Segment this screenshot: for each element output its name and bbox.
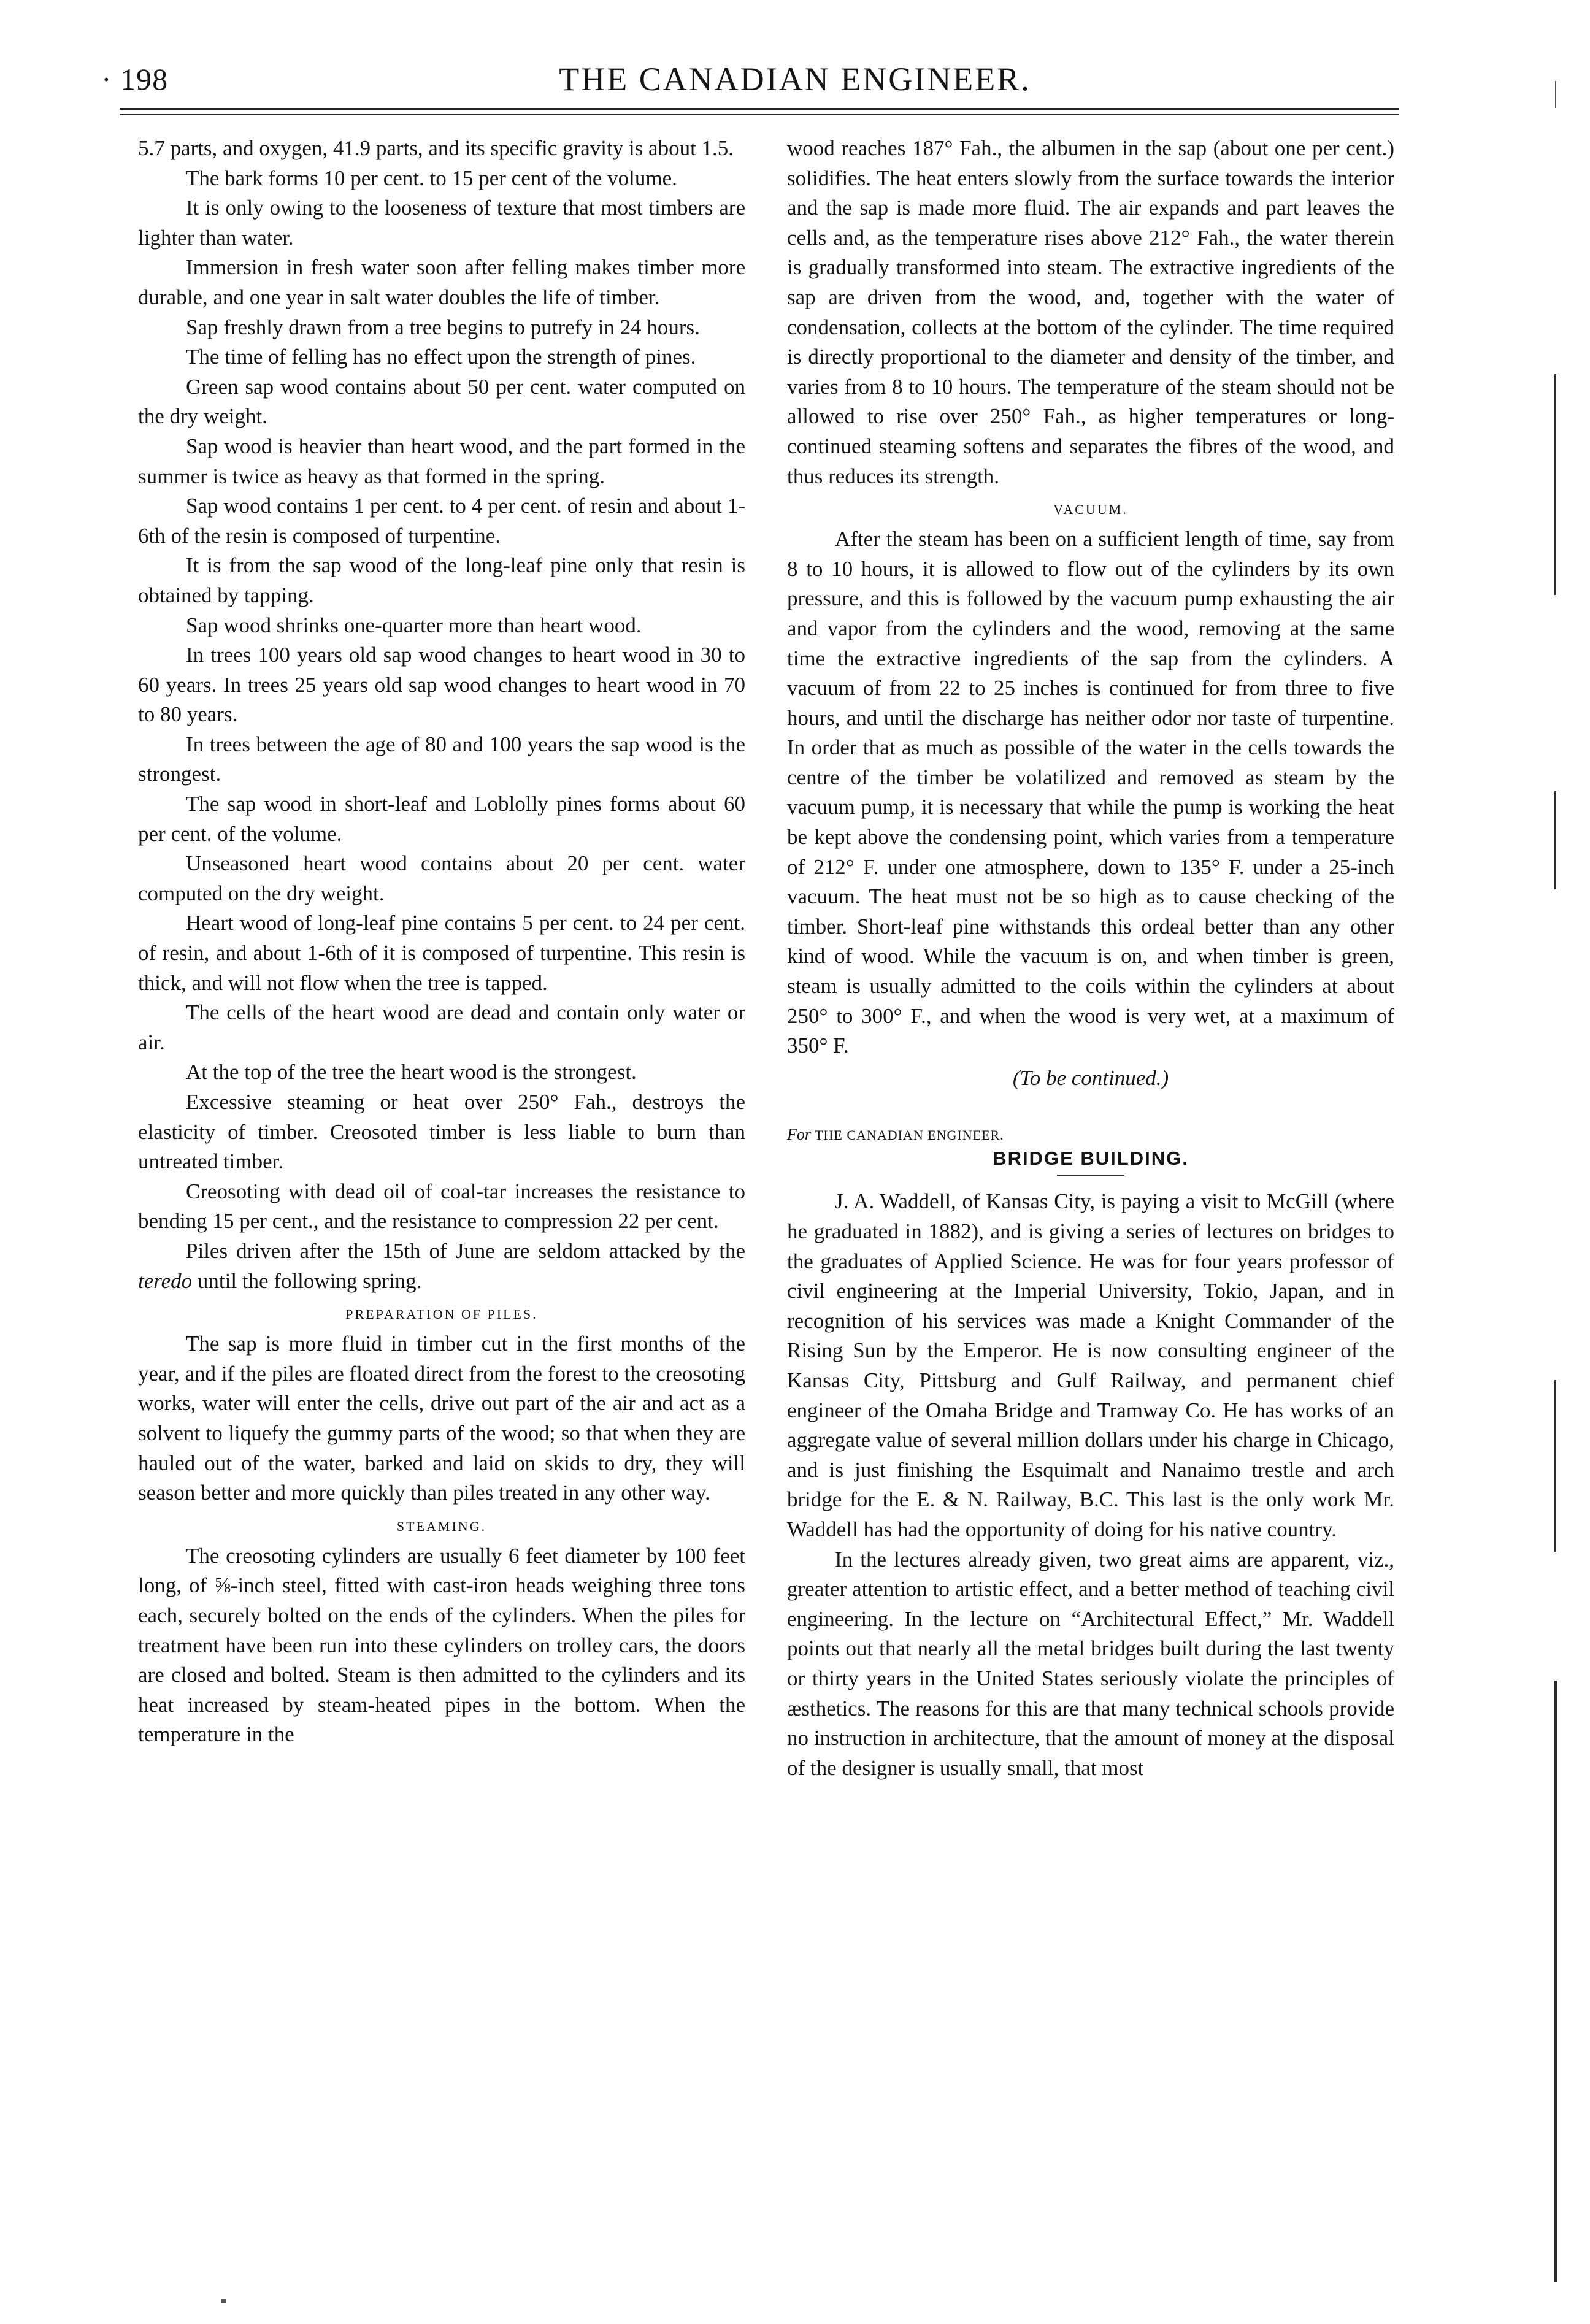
- scan-edge-line: [1554, 1380, 1556, 1552]
- paragraph: The creosoting cylinders are usually 6 feet diameter by 100 feet long, of ⅝-inch steel, fitted with cast-iron heads weighing three tons each, securely bolted on the ends of the cylinders. When the piles for treatment have been run into these cylinders on trolley cars, the doors are closed and bolted. Steam is then admitted to the cylinders and its heat increased by steam-heated pipes in the bottom. When the temperature in the: [138, 1543, 745, 1747]
- paragraph: At the top of the tree the heart wood is the strongest.: [186, 1060, 637, 1084]
- paragraph: Sap wood is heavier than heart wood, and the part formed in the summer is twice as heavy as that formed in the spring.: [138, 434, 745, 488]
- paragraph: The sap is more fluid in timber cut in the first months of the year, and if the piles are floated direct from the forest to the creosoting works, water will enter the cells, drive out part of the air and act as a solvent to liquefy the gummy parts of the wood; so that when they are hauled out of the water, barked and laid on skids to dry, they will season better and more quickly than piles treated in any other way.: [138, 1332, 745, 1505]
- left-column: [138, 134, 745, 1750]
- article-title: BRIDGE BUILDING.: [993, 1148, 1189, 1170]
- scan-edge-line: [1554, 1681, 1557, 2282]
- paragraph: 5.7 parts, and oxygen, 41.9 parts, and its specific gravity is about 1.5.: [138, 136, 734, 160]
- scan-edge-line: [1554, 791, 1556, 889]
- paragraph: The bark forms 10 per cent. to 15 per cent of the volume.: [186, 166, 677, 190]
- scan-mark: [221, 2299, 226, 2303]
- section-heading-piles: PREPARATION OF PILES.: [345, 1306, 538, 1322]
- text-run: until the following spring.: [192, 1268, 422, 1293]
- paragraph: wood reaches 187° Fah., the albumen in the sap (about one per cent.) solidifies. The heat enters slowly from the surface towards the interior and the sap is made more fluid. The air expands and part leaves the cells and, as the temperature rises above 212° Fah., the water therein is gradually transformed into steam. The extractive ingredients of the sap are driven from the wood, and, together with the water of condensation, collects at the bottom of the cylinder. The time required is directly proportional to the diameter and density of the timber, and varies from 8 to 10 hours. The temperature of the steam should not be allowed to rise over 250° Fah., as higher temperatures or long-continued steaming softens and separates the fibres of the wood, and thus reduces its strength.: [787, 136, 1394, 488]
- paragraph: Green sap wood contains about 50 per cent. water computed on the dry weight.: [138, 374, 745, 429]
- publication-name: THE CANADIAN ENGINEER.: [815, 1127, 1004, 1143]
- paragraph: It is from the sap wood of the long-leaf pine only that resin is obtained by tapping.: [138, 553, 745, 607]
- scan-edge-line: [1554, 374, 1556, 595]
- paragraph: The cells of the heart wood are dead and contain only water or air.: [138, 1000, 745, 1054]
- paragraph: Sap wood contains 1 per cent. to 4 per cent. of resin and about 1-6th of the resin is composed of turpentine.: [138, 494, 745, 548]
- paragraph: Heart wood of long-leaf pine contains 5 per cent. to 24 per cent. of resin, and about 1-6th of it is composed of turpentine. This resin is thick, and will not flow when the tree is tapped.: [138, 911, 745, 995]
- paragraph: The time of felling has no effect upon the strength of pines.: [186, 345, 696, 369]
- page-number: · 198: [101, 62, 169, 96]
- title-rule: [1057, 1175, 1124, 1176]
- header-rule-top: [120, 108, 1399, 110]
- paragraph: The sap wood in short-leaf and Loblolly pines forms about 60 per cent. of the volume.: [138, 792, 745, 846]
- paragraph: J. A. Waddell, of Kansas City, is paying a visit to McGill (where he graduated in 1882), and is giving a series of lectures on bridges to the graduates of Applied Science. He was for four years professor of civil engineering at the Imperial University, Tokio, Japan, and in recognition of his services was made a Knight Commander of the Rising Sun by the Emperor. He is now consulting engineer of the Kansas City, Pittsburg and Gulf Railway, and permanent chief engineer of the Omaha Bridge and Tramway Co. He has works of an aggregate value of several million dollars under his charge in Chicago, and is just finishing the Esquimalt and Nanaimo trestle and arch bridge for the E. & N. Railway, B.C. This last is the only work Mr. Waddell has had the opportunity of doing for his native country.: [787, 1189, 1394, 1541]
- paragraph: In the lectures already given, two great aims are apparent, viz., greater attention to artistic effect, and a better method of teaching civil engineering. In the lecture on “Architectural Effect,” Mr. Waddell points out that nearly all the metal bridges built during the last twenty or thirty years in the United States seriously violate the principles of æsthetics. The reasons for this are that many technical schools provide no instruction in architecture, that the amount of money at the disposal of the designer is usually small, that most: [787, 1547, 1394, 1780]
- paragraph: Excessive steaming or heat over 250° Fah., destroys the elasticity of timber. Creosoted timber is less liable to burn than untreated timber.: [138, 1090, 745, 1174]
- for-publication-line: [787, 1124, 1394, 1146]
- scan-edge-tick: [1555, 81, 1556, 108]
- paragraph: In trees 100 years old sap wood changes to heart wood in 30 to 60 years. In trees 25 years old sap wood changes to heart wood in 70 to 80 years.: [138, 643, 745, 727]
- section-heading-steaming: STEAMING.: [396, 1518, 487, 1534]
- paragraph: Creosoting with dead oil of coal-tar increases the resistance to bending 15 per cent., and the resistance to compression 22 per cent.: [138, 1179, 745, 1233]
- teredo-term: teredo: [138, 1268, 193, 1293]
- right-column: [787, 134, 1394, 1783]
- for-prefix: For: [787, 1126, 811, 1144]
- section-heading-vacuum: VACUUM.: [1053, 502, 1128, 518]
- header-rule-bottom: [120, 114, 1399, 115]
- page-header: [0, 0, 1590, 126]
- to-be-continued: (To be continued.): [1012, 1065, 1169, 1090]
- text-run: Piles driven after the 15th of June are seldom attacked by the: [186, 1238, 745, 1263]
- paragraph: Sap wood shrinks one-quarter more than heart wood.: [186, 613, 642, 637]
- paragraph: It is only owing to the looseness of texture that most timbers are lighter than water.: [138, 196, 745, 250]
- page-title: THE CANADIAN ENGINEER.: [559, 61, 1031, 98]
- paragraph: Sap freshly drawn from a tree begins to putrefy in 24 hours.: [186, 315, 700, 339]
- paragraph: [138, 1237, 745, 1296]
- paragraph: After the steam has been on a sufficient length of time, say from 8 to 10 hours, it is allowed to flow out of the cylinders by its own pressure, and this is followed by the vacuum pump exhausting the air and vapor from the cylinders and the wood, removing at the same time the extractive ingredients of the sap from the cylinders. A vacuum of from 22 to 25 inches is continued for from three to five hours, and until the discharge has neither odor nor taste of turpentine. In order that as much as possible of the water in the cells towards the centre of the timber be volatilized and removed as steam by the vacuum pump, it is necessary that while the pump is working the heat be kept above the condensing point, which varies from a temperature of 212° F. under one atmosphere, down to 135° F. under a 25-inch vacuum. The heat must not be so high as to cause checking of the timber. Short-leaf pine withstands this ordeal better than any other kind of wood. While the vacuum is on, and when timber is green, steam is usually admitted to the coils within the cylinders at about 250° to 300° F., and when the wood is very wet, at a maximum of 350° F.: [787, 527, 1394, 1058]
- paragraph: Immersion in fresh water soon after felling makes timber more durable, and one year in salt water doubles the life of timber.: [138, 255, 745, 309]
- paragraph: Unseasoned heart wood contains about 20 per cent. water computed on the dry weight.: [138, 851, 745, 905]
- paragraph: In trees between the age of 80 and 100 years the sap wood is the strongest.: [138, 732, 745, 786]
